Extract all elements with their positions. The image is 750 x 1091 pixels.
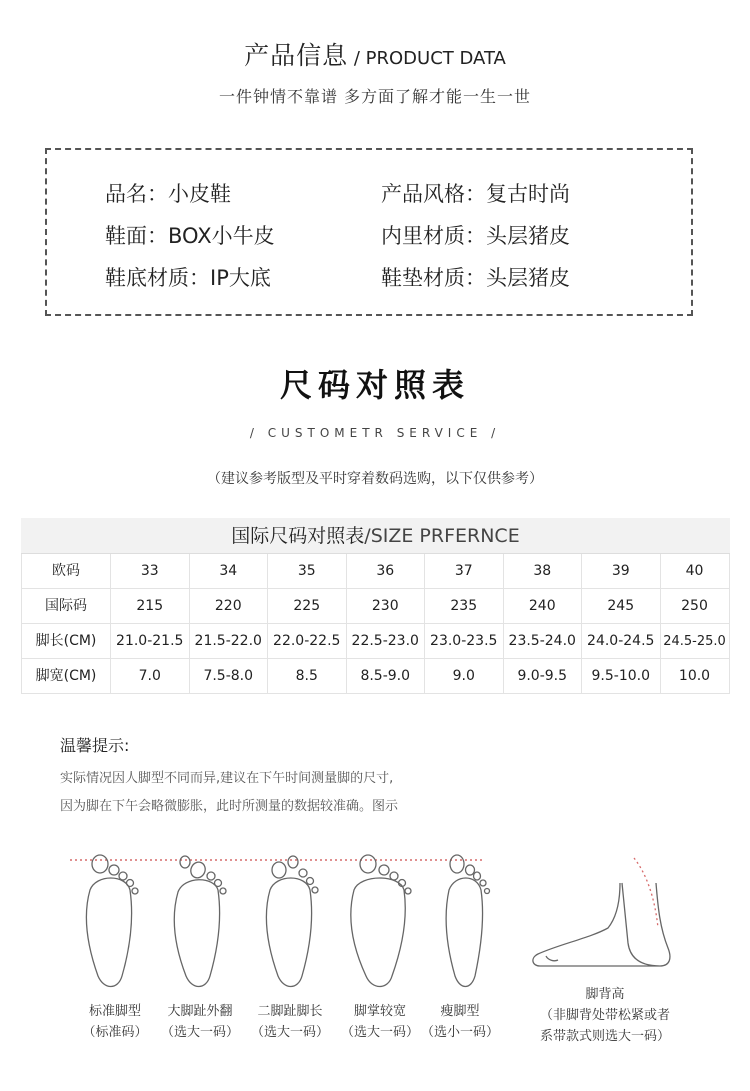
table-cell: 国际码 xyxy=(21,589,111,623)
table-cell: 23.5-24.0 xyxy=(504,624,583,658)
foot-label-standard xyxy=(70,1001,160,1043)
info-item-name: 品名：小皮鞋 xyxy=(105,182,231,206)
product-title-cn: 产品信息 xyxy=(244,41,349,70)
table-header xyxy=(21,518,730,554)
table-cell: 36 xyxy=(347,554,426,588)
tips-line-1: 实际情况因人脚型不同而异,建议在下午时间测量脚的尺寸, xyxy=(60,771,394,786)
table-cell: 9.0-9.5 xyxy=(504,659,583,693)
foot-advice: （选大一码） xyxy=(250,1025,329,1040)
table-row-eu xyxy=(21,554,730,589)
tips-line-2: 因为脚在下午会略微膨胀，此时所测量的数据较准确。图示 xyxy=(60,799,399,814)
foot-advice: （选大一码） xyxy=(160,1025,239,1040)
foot-standard-icon xyxy=(86,855,138,987)
table-cell: 9.5-10.0 xyxy=(582,659,661,693)
info-item-sole: 鞋底材质：IP大底 xyxy=(105,266,271,290)
foot-bunion-icon xyxy=(174,856,226,987)
size-chart-title: 尺码对照表 xyxy=(279,366,470,404)
table-cell: 22.0-22.5 xyxy=(268,624,347,658)
foot-name: 大脚趾外翻 xyxy=(167,1004,233,1019)
product-title xyxy=(0,36,750,72)
table-cell: 37 xyxy=(425,554,504,588)
tips-title: 温馨提示: xyxy=(60,736,130,755)
instep-advice-2: 系带款式则选大一码） xyxy=(539,1029,670,1044)
table-cell: 8.5-9.0 xyxy=(347,659,426,693)
size-advice: （建议参考版型及平时穿着数码选购，以下仅供参考） xyxy=(207,471,543,487)
table-cell: 21.0-21.5 xyxy=(111,624,190,658)
info-item-upper: 鞋面：BOX小牛皮 xyxy=(105,224,275,248)
instep-name: 脚背高 xyxy=(585,987,625,1002)
product-info-box xyxy=(45,148,693,316)
table-header-cn: 国际尺码对照表 xyxy=(231,525,365,547)
table-cell: 245 xyxy=(582,589,661,623)
table-cell: 24.0-24.5 xyxy=(582,624,661,658)
table-row-width xyxy=(21,659,730,694)
table-cell: 38 xyxy=(504,554,583,588)
table-cell: 9.0 xyxy=(425,659,504,693)
table-cell: 22.5-23.0 xyxy=(347,624,426,658)
foot-illustrations xyxy=(60,848,690,993)
table-cell: 39 xyxy=(582,554,661,588)
table-cell: 23.0-23.5 xyxy=(425,624,504,658)
foot-instep-icon xyxy=(533,858,670,966)
info-item-lining: 内里材质：头层猪皮 xyxy=(381,224,570,248)
foot-name: 二脚趾脚长 xyxy=(257,1004,323,1019)
table-cell: 40 xyxy=(661,554,730,588)
foot-slim-icon xyxy=(446,855,489,987)
foot-label-bunion xyxy=(150,1001,250,1043)
foot-label-slim xyxy=(410,1001,510,1043)
foot-name: 脚掌较宽 xyxy=(353,1004,406,1019)
table-cell: 33 xyxy=(111,554,190,588)
foot-name: 瘦脚型 xyxy=(440,1004,480,1019)
table-cell: 7.0 xyxy=(111,659,190,693)
table-row-length xyxy=(21,624,730,659)
table-cell: 35 xyxy=(268,554,347,588)
table-cell: 230 xyxy=(347,589,426,623)
table-cell: 欧码 xyxy=(21,554,111,588)
table-cell: 10.0 xyxy=(661,659,730,693)
foot-second-toe-icon xyxy=(266,856,318,987)
table-cell: 脚宽(CM) xyxy=(21,659,111,693)
table-cell: 220 xyxy=(190,589,269,623)
table-cell: 235 xyxy=(425,589,504,623)
size-table xyxy=(21,518,730,694)
tagline: 一件钟情不靠谱 多方面了解才能一生一世 xyxy=(218,87,532,106)
table-header-en: /SIZE PRFERNCE xyxy=(364,525,520,547)
service-subtitle: / CUSTOMETR SERVICE / xyxy=(249,426,501,440)
foot-advice: （选小一码） xyxy=(420,1025,499,1040)
foot-label-second-toe xyxy=(240,1001,340,1043)
table-cell: 215 xyxy=(111,589,190,623)
table-cell: 脚长(CM) xyxy=(21,624,111,658)
table-row-intl xyxy=(21,589,730,624)
foot-label-instep xyxy=(525,984,685,1047)
table-cell: 24.5-25.0 xyxy=(661,624,730,658)
table-cell: 240 xyxy=(504,589,583,623)
table-cell: 7.5-8.0 xyxy=(190,659,269,693)
table-cell: 225 xyxy=(268,589,347,623)
info-item-insole: 鞋垫材质：头层猪皮 xyxy=(381,266,570,290)
foot-name: 标准脚型 xyxy=(88,1004,141,1019)
table-cell: 21.5-22.0 xyxy=(190,624,269,658)
instep-advice-1: （非脚背处带松紧或者 xyxy=(539,1008,670,1023)
info-item-style: 产品风格：复古时尚 xyxy=(381,182,570,206)
foot-wide-icon xyxy=(351,855,411,987)
table-cell: 34 xyxy=(190,554,269,588)
product-title-en: / PRODUCT DATA xyxy=(348,48,506,69)
foot-advice: （标准码） xyxy=(82,1025,148,1040)
table-cell: 250 xyxy=(661,589,730,623)
table-cell: 8.5 xyxy=(268,659,347,693)
foot-advice: （选大一码） xyxy=(340,1025,419,1040)
